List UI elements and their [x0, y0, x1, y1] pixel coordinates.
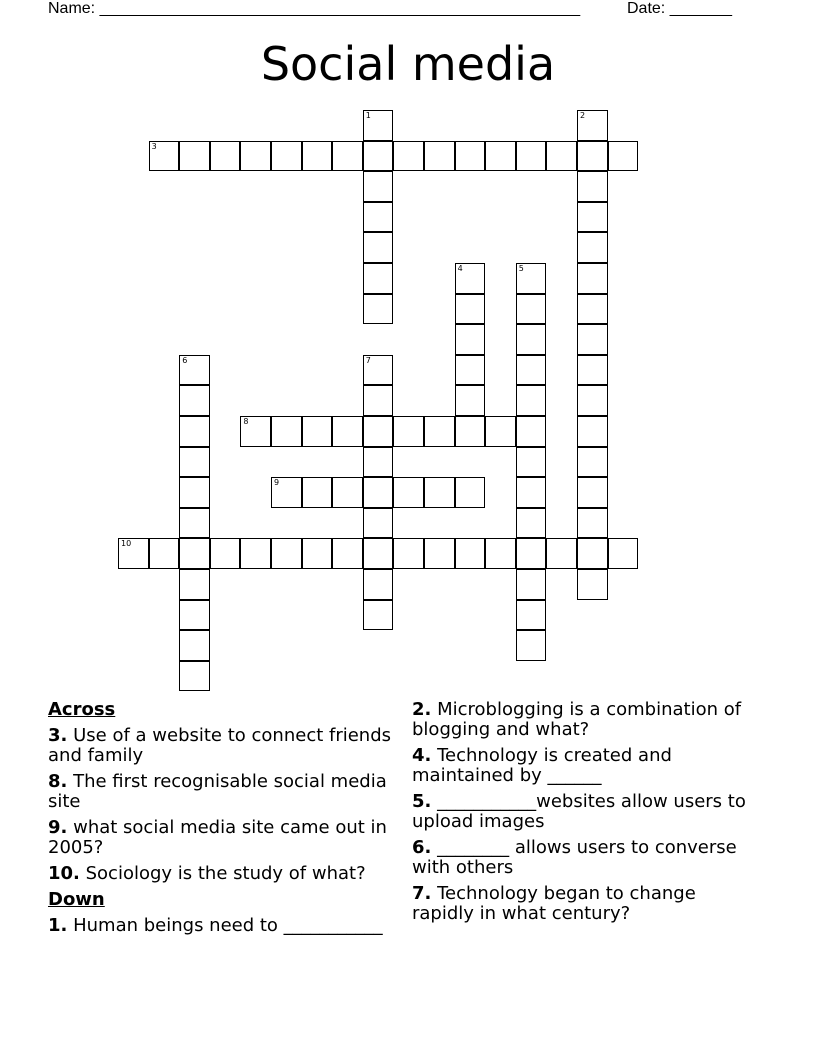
grid-cell[interactable]: [363, 538, 394, 569]
grid-cell[interactable]: [485, 416, 516, 447]
clue-number: 7: [365, 355, 371, 365]
grid-cell[interactable]: [424, 477, 455, 508]
grid-cell[interactable]: [240, 416, 271, 447]
clue-item: [412, 838, 757, 878]
clue-item-text: Technology is created and maintained by ______: [412, 745, 672, 786]
grid-cell[interactable]: [271, 416, 302, 447]
grid-cell[interactable]: [485, 538, 516, 569]
clue-item-number: 5.: [412, 791, 432, 812]
grid-cell[interactable]: [332, 416, 363, 447]
grid-cell[interactable]: [363, 600, 394, 631]
clue-number: 8: [243, 417, 249, 426]
grid-cell[interactable]: [363, 385, 394, 416]
clue-number: 4: [457, 264, 463, 273]
date-field[interactable]: Date: _______: [627, 0, 732, 17]
clue-item-text: what social media site came out in 2005?: [48, 817, 387, 858]
grid-cell[interactable]: [363, 416, 394, 447]
grid-cell[interactable]: [240, 538, 271, 569]
grid-cell[interactable]: [577, 232, 608, 263]
grid-cell[interactable]: [608, 538, 639, 569]
clue-item-number: 7.: [412, 883, 432, 904]
grid-cell[interactable]: [577, 171, 608, 202]
grid-cell[interactable]: [363, 355, 394, 386]
grid-cell[interactable]: [546, 538, 577, 569]
grid-cell[interactable]: [516, 447, 547, 478]
grid-cell[interactable]: [149, 538, 180, 569]
grid-cell[interactable]: [455, 416, 486, 447]
grid-cell[interactable]: [332, 477, 363, 508]
grid-cell[interactable]: [577, 294, 608, 325]
clue-item: [412, 884, 757, 924]
grid-cell[interactable]: [516, 538, 547, 569]
grid-cell[interactable]: [363, 447, 394, 478]
clue-item: [412, 746, 757, 786]
grid-cell[interactable]: [271, 141, 302, 172]
grid-cell[interactable]: [179, 385, 210, 416]
grid-cell[interactable]: [302, 141, 333, 172]
grid-cell[interactable]: [363, 477, 394, 508]
down-clue-list: [48, 916, 393, 936]
grid-cell[interactable]: [455, 324, 486, 355]
grid-cell[interactable]: [179, 508, 210, 539]
clue-item: [48, 864, 393, 884]
grid-cell[interactable]: [516, 416, 547, 447]
grid-cell[interactable]: [363, 171, 394, 202]
down-clue-list-continued: [412, 700, 757, 924]
clue-item-number: 6.: [412, 837, 432, 858]
grid-cell[interactable]: [393, 538, 424, 569]
grid-cell[interactable]: [179, 355, 210, 386]
grid-cell[interactable]: [577, 202, 608, 233]
clue-number: 9: [274, 478, 280, 488]
grid-cell[interactable]: [577, 355, 608, 386]
grid-cell[interactable]: [179, 538, 210, 569]
grid-cell[interactable]: [363, 569, 394, 600]
grid-cell[interactable]: [363, 232, 394, 263]
clue-item-text: Use of a website to connect friends and family: [48, 725, 392, 766]
grid-cell[interactable]: [546, 141, 577, 172]
grid-cell[interactable]: [516, 508, 547, 539]
grid-cell[interactable]: [455, 538, 486, 569]
grid-cell[interactable]: [179, 569, 210, 600]
grid-cell[interactable]: [516, 294, 547, 325]
clue-item: [412, 700, 757, 740]
grid-cell[interactable]: [516, 385, 547, 416]
grid-cell[interactable]: [577, 385, 608, 416]
clue-number: 6: [182, 355, 188, 365]
grid-cell[interactable]: [240, 141, 271, 172]
clue-item-text: Technology began to change rapidly in what century?: [412, 883, 696, 924]
page-title: Social media: [260, 37, 556, 91]
grid-cell[interactable]: [302, 416, 333, 447]
grid-cell[interactable]: [179, 661, 210, 692]
grid-cell[interactable]: [363, 202, 394, 233]
grid-cell[interactable]: [455, 294, 486, 325]
grid-cell[interactable]: [577, 263, 608, 294]
grid-cell[interactable]: [516, 263, 547, 294]
grid-cell[interactable]: [393, 477, 424, 508]
clue-item: [412, 792, 757, 832]
grid-cell[interactable]: [210, 538, 241, 569]
across-clue-list: [48, 726, 393, 884]
grid-cell[interactable]: [608, 141, 639, 172]
grid-cell[interactable]: [179, 630, 210, 661]
grid-cell[interactable]: [424, 538, 455, 569]
grid-cell[interactable]: [455, 141, 486, 172]
down-heading: Down: [48, 889, 105, 910]
clue-item-number: 9.: [48, 817, 68, 838]
clue-item-text: The first recognisable social media site: [48, 771, 387, 812]
grid-cell[interactable]: [577, 324, 608, 355]
grid-cell[interactable]: [363, 508, 394, 539]
grid-cell[interactable]: [455, 263, 486, 294]
grid-cell[interactable]: [424, 141, 455, 172]
clue-item-text: ___________websites allow users to upload images: [412, 791, 746, 832]
clue-item-number: 10.: [48, 863, 80, 884]
clue-item: [48, 818, 393, 858]
clue-number: 3: [151, 141, 157, 151]
clue-number: 1: [365, 111, 371, 120]
clue-number: 10: [121, 539, 132, 549]
grid-cell[interactable]: [577, 569, 608, 600]
grid-cell[interactable]: [516, 324, 547, 355]
grid-cell[interactable]: [149, 141, 180, 172]
across-heading: Across: [48, 699, 116, 720]
grid-cell[interactable]: [363, 141, 394, 172]
grid-cell[interactable]: [516, 477, 547, 508]
grid-cell[interactable]: [271, 477, 302, 508]
grid-cell[interactable]: [118, 538, 149, 569]
grid-cell[interactable]: [271, 538, 302, 569]
clue-number: 2: [580, 111, 586, 120]
grid-cell[interactable]: [302, 477, 333, 508]
grid-cell[interactable]: [516, 141, 547, 172]
grid-cell[interactable]: [332, 141, 363, 172]
grid-cell[interactable]: [210, 141, 241, 172]
clue-item-number: 1.: [48, 915, 68, 936]
grid-cell[interactable]: [455, 385, 486, 416]
grid-cell[interactable]: [455, 477, 486, 508]
grid-cell[interactable]: [179, 141, 210, 172]
grid-cell[interactable]: [577, 416, 608, 447]
grid-cell[interactable]: [577, 508, 608, 539]
grid-cell[interactable]: [516, 600, 547, 631]
grid-cell[interactable]: [577, 110, 608, 141]
grid-cell[interactable]: [577, 477, 608, 508]
grid-cell[interactable]: [516, 569, 547, 600]
grid-cell[interactable]: [424, 416, 455, 447]
clue-item-text: ________ allows users to converse with others: [412, 837, 737, 878]
clue-item: [48, 916, 393, 936]
clue-item-text: Microblogging is a combination of blogging and what?: [412, 699, 742, 740]
grid-cell[interactable]: [302, 538, 333, 569]
grid-cell[interactable]: [516, 630, 547, 661]
grid-cell[interactable]: [179, 447, 210, 478]
grid-cell[interactable]: [393, 416, 424, 447]
clue-item-number: 3.: [48, 725, 68, 746]
grid-cell[interactable]: [363, 110, 394, 141]
clues-right-column: [412, 700, 757, 930]
grid-cell[interactable]: [577, 447, 608, 478]
clue-item: [48, 726, 393, 766]
grid-cell[interactable]: [179, 416, 210, 447]
grid-cell[interactable]: [332, 538, 363, 569]
grid-cell[interactable]: [455, 355, 486, 386]
clue-item-number: 4.: [412, 745, 432, 766]
grid-cell[interactable]: [179, 600, 210, 631]
grid-cell[interactable]: [363, 263, 394, 294]
clue-item-text: Sociology is the study of what?: [79, 863, 366, 884]
grid-cell[interactable]: [577, 538, 608, 569]
grid-cell[interactable]: [577, 141, 608, 172]
clue-item: [48, 772, 393, 812]
clue-number: 5: [518, 264, 524, 273]
clue-item-text: Human beings need to ___________: [67, 915, 383, 936]
grid-cell[interactable]: [393, 141, 424, 172]
clue-item-number: 2.: [412, 699, 432, 720]
grid-cell[interactable]: [516, 355, 547, 386]
grid-cell[interactable]: [179, 477, 210, 508]
grid-cell[interactable]: [485, 141, 516, 172]
clues-left-column: [48, 700, 393, 942]
clue-item-number: 8.: [48, 771, 68, 792]
name-field[interactable]: Name: ______________________________________________________: [48, 0, 581, 17]
grid-cell[interactable]: [363, 294, 394, 325]
